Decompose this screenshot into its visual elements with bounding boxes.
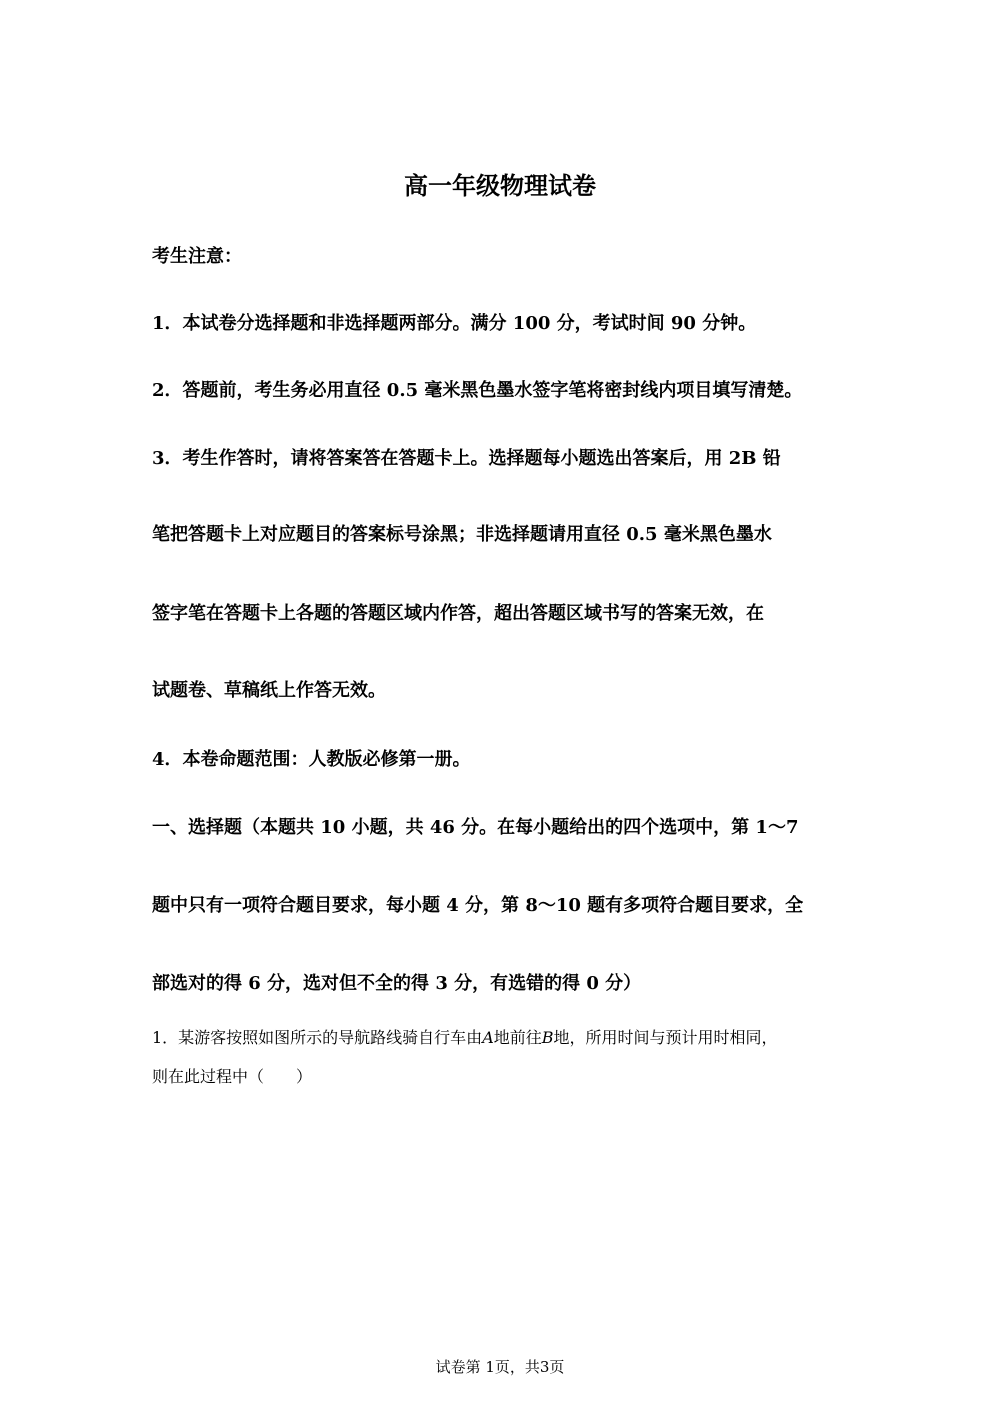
notice-item-1: 1．本试卷分选择题和非选择题两部分。满分 100 分，考试时间 90 分钟。: [152, 313, 757, 334]
notice-item-3-line-3: 签字笔在答题卡上各题的答题区域内作答，超出答题区域书写的答案无效，在: [152, 603, 764, 624]
question-1-text-part-1: 1．某游客按照如图所示的导航路线骑自行车由: [152, 1028, 483, 1047]
section-heading-line-2: 题中只有一项符合题目要求，每小题 4 分，第 8～10 题有多项符合题目要求，全: [152, 895, 804, 916]
question-1-text-part-3: 地，所用时间与预计用时相同，: [553, 1028, 778, 1047]
section-heading-line-3: 部选对的得 6 分，选对但不全的得 3 分，有选错的得 0 分）: [152, 973, 642, 994]
page-footer: 试卷第 1页，共3页: [435, 1358, 565, 1376]
point-b-label: B: [541, 1028, 554, 1047]
question-1-line-1: [152, 1026, 778, 1050]
notice-heading: 考生注意：: [152, 246, 242, 267]
notice-item-3-line-4: 试题卷、草稿纸上作答无效。: [152, 680, 386, 701]
notice-item-3-line-2: 笔把答题卡上对应题目的答案标号涂黑；非选择题请用直径 0.5 毫米黑色墨水: [152, 524, 772, 545]
notice-item-2: 2．答题前，考生务必用直径 0.5 毫米黑色墨水签字笔将密封线内项目填写清楚。: [152, 380, 803, 401]
point-a-label: A: [482, 1028, 494, 1047]
notice-item-3-line-1: 3．考生作答时，请将答案答在答题卡上。选择题每小题选出答案后，用 2B 铅: [152, 448, 781, 469]
notice-item-4: 4．本卷命题范围：人教版必修第一册。: [152, 749, 471, 770]
question-1-text-part-2: 地前往: [493, 1028, 542, 1047]
section-heading-line-1: 一、选择题（本题共 10 小题，共 46 分。在每小题给出的四个选项中，第 1～7: [152, 817, 799, 838]
exam-title: 高一年级物理试卷: [404, 171, 596, 200]
question-1-line-2: 则在此过程中（ ）: [152, 1067, 313, 1086]
